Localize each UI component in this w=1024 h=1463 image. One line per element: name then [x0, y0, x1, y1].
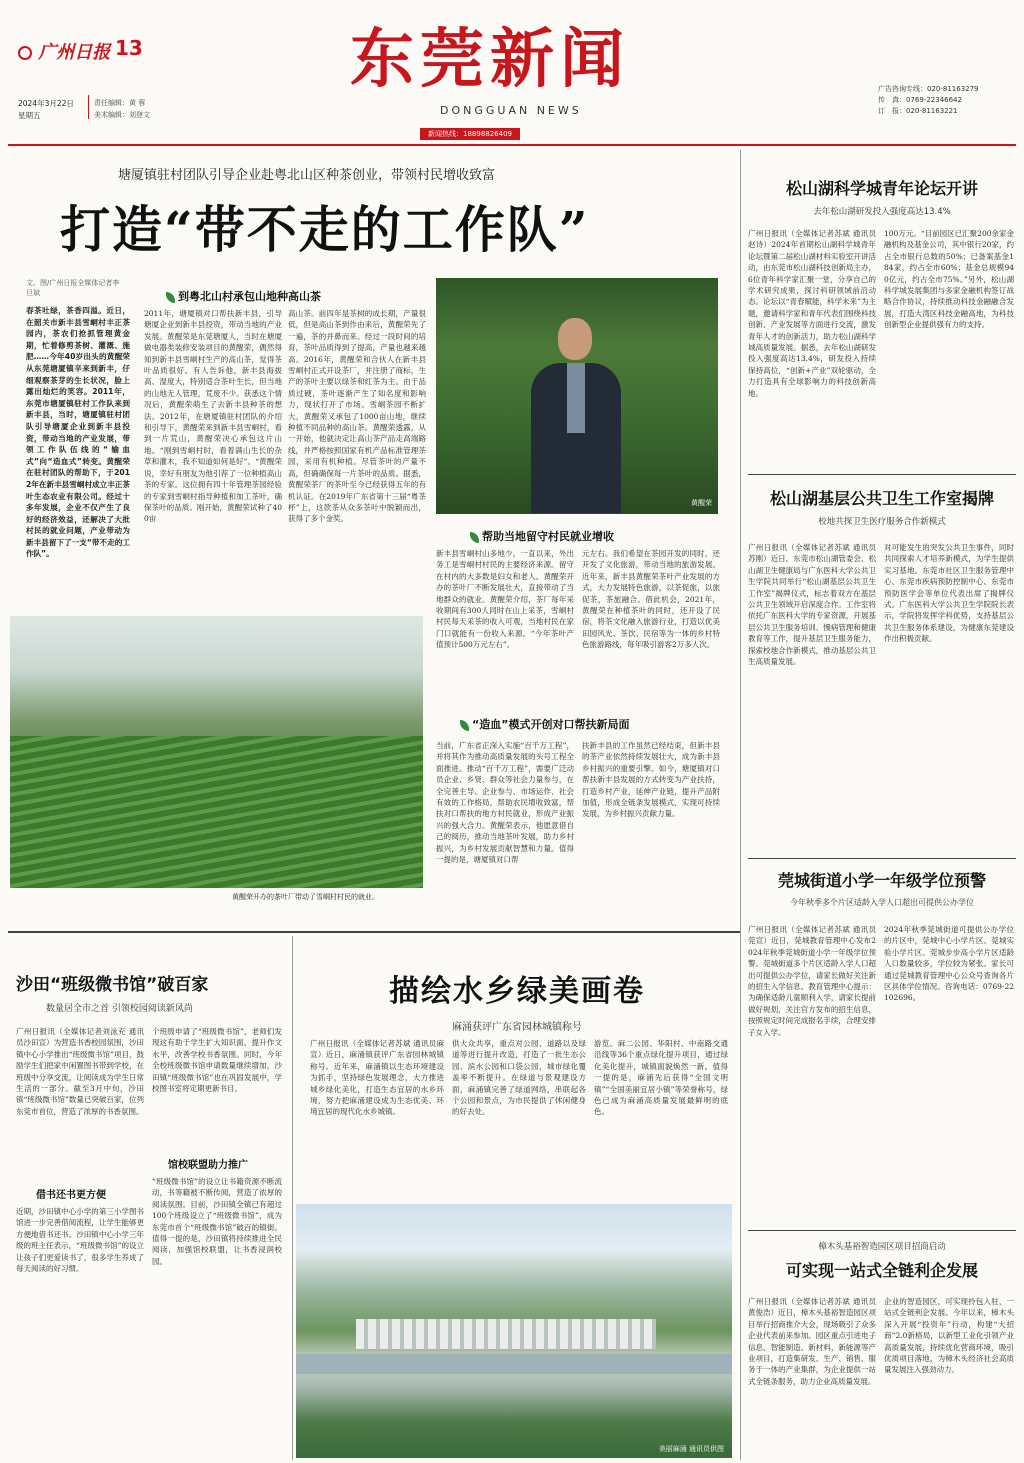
divider [748, 858, 1016, 859]
editor-credit: 责任编辑：黄 蓉 [94, 99, 146, 107]
divider [748, 1230, 1016, 1231]
feature-lead: 春茶吐绿，茶香四溢。近日，在韶关市新丰县雪峒村丰正茶园内，茶农们抢抓管理黄金期，忙着修剪茶树、灌溉、施肥……今年40岁出头的黄醒荣从东莞塘厦镇辛来到新丰，仔细观察茶芽的生长状况，脸上露出灿烂的笑容。2011年，东莞市塘厦镇驻村工作队来到新丰县，当时，塘厦镇驻村团队引导塘厦企业到新丰县投资，带动当地的产业发展，带领工作队伍线的“输血式”向“造血式”转变。黄醒荣在驻村团队的帮助下，于2012年在新丰县雪峒村成立丰正茶叶生态农业有限公司。经过十多年发展，企业不仅产生了良好的经济效益，还解决了大批村民的就业问题，产业带动为新丰县留下了一支“带不走的工作队”。 [26, 306, 130, 559]
feature-column-5: 当前，广东省正深入实施“百千万工程”，并将其作为推动高质量发展的头号工程全面推进。推动“百千万工程”，需要广泛动员企业、乡贤、群众等社会力量参与，在全完善主导、企业参与、市场运作、社会有效的工作格局，帮助农民增收致富，帮扶对口帮扶的地方村民就业，形成产业振兴的强大合力。黄醒荣表示，他愿意借自己的阅历，推动当地茶叶发展，助力乡村振兴，为乡村发展贡献智慧和力量。值得一提的是，塘厦镇对口帮 [436, 741, 574, 865]
side-body-2a: 广州日报讯（全媒体记者苏斌 通讯员苏刚）近日，东莞市松山湖管委会、松山湖卫生健康局与广东医科大学公共卫生学院共同举行“松山湖基层公共卫生工作室”揭牌仪式，标志着双方在基层公共卫生领域开启深度合作。工作室将依托广东医科大学的专家资源，开展基层公共卫生服务培训、慢病管理和健康教育等工作，提升基层卫生服务能力，探索校地合作新模式，推动基层公共卫生高质量发展。 [748, 543, 876, 667]
shatian-title: 沙田“班级微书馆”破百家 [16, 975, 209, 995]
section-title-en: DONGGUAN NEWS [440, 104, 582, 117]
tea-garden-caption: 黄醒荣开办的茶叶厂带动了雪峒村村民的就业。 [232, 893, 379, 901]
feature-column-6: 扶新丰县的工作虽然已经结束，但新丰县的茶产业依然持续发展壮大，成为新丰县乡村振兴的重要引擎。如今，塘厦镇对口帮扶新丰县发展的方式转变为产业扶持，打造乡村产业，延伸产业链，提升产品附加值，形成全链条发展模式，实现可持续发展，为乡村振兴贡献力量。 [582, 741, 720, 819]
leaf-icon [166, 292, 175, 303]
subhead-2: 帮助当地留守村民就业增收 [470, 528, 614, 544]
shatian-subhead-2: 借书还书更方便 [36, 1190, 106, 1201]
header-rule [8, 144, 1016, 146]
side-body-1a: 广州日报讯（全媒体记者苏斌 通讯员赵诗）2024年首期松山湖科学城青年论坛暨第二届松山湖材料实验室开讲活动，由东莞市松山湖科技创新局主办，6位青年科学家汇聚一堂，分享自己的学术研究成果，探讨科研领域前沿动态。论坛以“青春赋能，科学未来”为主题，邀请科学家和青年代表们围绕科技创新、产业发展等方面进行交流，激发青年人才的创新活力，助力松山湖科学城高质量发展。据悉，去年松山湖研发投入强度高达13.4%，研发投入持续保持高位，“创新+产业”双轮驱动，全力打造具有全球影响力的科技创新高地。 [748, 229, 876, 398]
side-body-2b: 对可能发生的突发公共卫生事件，同时共同探索人才培养新模式，为学生提供实习基地。东莞市社区卫生服务管理中心、东莞市疾病预防控制中心、东莞市预防医学会等单位代表出席了揭牌仪式。广东医科大学公共卫生学院院长表示，学院将发挥学科优势，支持基层公共卫生服务体系建设，为健康东莞建设作出积极贡献。 [884, 543, 1014, 644]
feature-column-1: 2011年，塘厦镇对口帮扶新丰县，引导塘厦企业到新丰县投资，带动当地的产业发展。黄醒荣是东莞塘厦人，当时在塘厦做电器类装修安装项目的黄醒荣，偶然得知到新丰县雪峒村生产的高山茶，觉得茶叶品质很好。有人告诉他，新丰县海拔高、湿度大，特别适合茶叶生长，但当地的山地无人管理，荒废不少。获悉这个情况后，黄醒荣萌生了去新丰县种茶的想法。2012年，在塘厦镇驻村团队的介绍和引导下，黄醒荣来到新丰县雪峒村，看到一片荒山，黄醒荣决心承包这片山地。“刚到雪峒村时，看着满山生长的杂草和灌木，我不知道如何是好”。“黄醒荣说，幸好有朋友为他引荐了一位种植高山茶的专家。这位拥有四十年管理茶园经验的专家到雪峒村指导种植和加工茶叶，确保茶叶的品质。刚开始，黄醒荣试种了400亩 [144, 309, 282, 524]
side-kicker-4: 樟木头基裕智造园区项目招商启动 [818, 1242, 946, 1252]
leaf-icon [460, 720, 469, 731]
side-sub-2: 校地共探卫生医疗服务合作新模式 [818, 517, 946, 527]
side-body-4a: 广州日报讯（全媒体记者苏斌 通讯员黄俊浩）近日，樟木头基裕智造园区项目举行招商推介大会，现场吸引了众多企业代表前来参加。园区重点引进电子信息、智能制造、新材料、新能源等产业项目，打造集研发、生产、销售、服务于一体的产业集群，为企业提供一站式全链条服务，助力企业高质量发展。 [748, 1297, 876, 1386]
side-body-3b: 2024年秋季莞城街道可提供公办学位的片区中，莞城中心小学片区、莞城实验小学片区、莞城步步高小学片区适龄人口数量较多，学位较为紧张。家长可通过莞城教育管理中心公众号查询各片区具体学位情况。咨询电话：0769-22102696。 [884, 925, 1014, 1003]
side-title-2: 松山湖基层公共卫生工作室揭牌 [769, 489, 994, 508]
logo-icon [18, 46, 32, 60]
side-title-4: 可实现一站式全链利企发展 [785, 1261, 978, 1280]
side-sub-3: 今年秋季多个片区适龄入学人口超出可提供公办学位 [790, 898, 974, 907]
shuixiang-sub: 麻涌获评广东省园林城镇称号 [452, 1022, 582, 1033]
side-title-1: 松山湖科学城青年论坛开讲 [785, 179, 978, 198]
feature-byline: 文、图/广州日报全媒体记者李旦斌 [26, 279, 120, 297]
divider [748, 474, 1016, 475]
feature-column-4: 元左右。我们希望在茶园开发的同时，还开发了文化旅游，带动当地的旅游发展。近年来，新丰县黄醒荣茶叶产业发展的方式，大力发展特色旅游，以茶促旅，以旅促茶，茶旅融合。借此机会，2021年，黄醒荣在种植茶叶的同时，还开设了民宿，将茶文化融入旅游行业，打造以优美田园风光、茶饮、民宿等为一体的乡村特色旅游路线，每年吸引游客2万多人次。 [582, 549, 720, 650]
main-feature [8, 150, 738, 930]
feature-headline: 打造“带不走的工作队” [60, 200, 590, 259]
side-article-1 [748, 176, 1016, 490]
subhead-1: 到粤北山村承包山地种高山茶 [166, 288, 321, 304]
page-number: 13 [115, 36, 143, 60]
side-body-1b: 100万元。“目前园区已汇聚200余家金融机构及基金公司，其中银行20家，约占全市银行总数的50%；已备案基金184家，约占全市60%；基金总规模940亿元，约占全市75%。”另外，松山湖科学城发展集团与多家金融机构签订战略合作协议，持续推动科技金融融合发展，打造大湾区科技金融高地，为科技创新型企业提供强有力的支持。 [884, 229, 1014, 330]
designer-credit: 美术编辑：刘登文 [94, 111, 150, 119]
masthead [0, 0, 1024, 150]
section-divider [8, 931, 740, 933]
town-aerial-photo [296, 1204, 732, 1458]
issue-date: 2024年3月22日 [18, 99, 74, 108]
contact-info: 广告咨询专线：020-81163279 传 真：0769-22346642 订 报：020-81163221 [878, 85, 979, 115]
subhead-3: “造血”模式开创对口帮扶新局面 [460, 716, 629, 732]
feature-column-3: 新丰县雪峒村山多地少，一直以来，外出务工是雪峒村村民的主要经济来源。留守在村内的大多数是妇女和老人。黄醒荣开办的茶叶厂不断发展壮大，直接带动了当地群众的就业。黄醒荣介绍，茶厂每年采收期间有300人同时在山上采茶，雪峒村村民每天采茶的收入可观，当地村民在家门口就能有一份收入来源。“今年茶叶产值预计500万元左右”。 [436, 549, 574, 650]
side-article-4 [748, 1240, 1016, 1460]
shatian-sub: 数量居全市之首 引领校园阅读新风尚 [46, 1004, 193, 1014]
side-article-2 [748, 486, 1016, 846]
shuixiang-body-2: 供大众共享，重点对公园、道路以及绿道等进行提升改造，打造了一批生态公园、滨水公园和口袋公园，城市绿化覆盖率不断提升。在绿道与景观建设方面，麻涌镇完善了绿道网络，串联起各个公园和景点，为市民提供了休闲健身的好去处。 [452, 1039, 586, 1117]
side-sub-1: 去年松山湖研发投入强度高达13.4% [813, 207, 951, 217]
tea-garden-photo [10, 616, 423, 888]
section-title: 东莞新闻 [350, 22, 630, 97]
shatian-article [8, 936, 286, 1458]
feature-kicker: 塘厦镇驻村团队引导企业赴粤北山区种茶创业，带领村民增收致富 [118, 168, 496, 183]
newspaper-logo: 广州日报 [18, 38, 110, 64]
shuixiang-title: 描绘水乡绿美画卷 [389, 974, 645, 1009]
shuixiang-article [296, 936, 738, 1458]
shatian-body-1: 广州日报讯（全媒体记者刘泳充 通讯员沙田宣）为营造书香校园氛围，沙田镇中心小学推出“班级微书馆”项目，鼓励学生们把家中闲置图书带到学校，在班级中分享交流，让阅读成为学生日常生活的一部分。截至3月中旬，沙田镇“班级微书馆”数量已突破百家，位列东莞市首位，营造了浓厚的书香氛围。 [16, 1027, 144, 1116]
shuixiang-body-3: 游览。麻二公园、华阳村、中南路交通沿线等36个重点绿化提升项目，通过绿化美化提升，城镇面貌焕然一新。值得一提的是，麻涌先后获得“全国文明镇”“全国美丽宜居小镇”等荣誉称号，绿色已成为麻涌高质量发展最鲜明的底色。 [594, 1039, 728, 1117]
portrait-caption: 黄醒荣 [691, 499, 712, 507]
shatian-body-4: “班级微书馆”的设立让书籍资源不断流动，书等籍被不断传阅，营造了浓厚的阅读氛围。目前，沙田镇全镇已有超过100个班级设立了“班级微书馆”，成为东莞市首个“班级微书馆”破百的镇街。值得一提的是，沙田镇将持续推进全民阅读，加强馆校联盟，让书香浸润校园。 [152, 1177, 282, 1266]
shatian-subhead-3: 馆校联盟助力推广 [168, 1160, 248, 1171]
feature-column-2: 高山茶。前四年是茶树的成长期，产量很低，但是高山茶到作由来后，黄醒荣先了一遍，茶的并鼻而来。经过一段时间的培育，茶叶品质得到了提高，产量也越来越高。2016年，黄醒荣和合伙人在新丰县雪峒村正式开设茶厂，并注册了商标，生产的茶叶主要以绿茶和红茶为主。由于品质过硬，茶叶逐渐产生了知名度和影响力，现状打开了市场。雪峒茶园不断扩大，黄醒荣又承包了1000亩山地，继续种植不同品种的高山茶。黄醒荣透露，从一开始，他就决定让高山茶产品走高端路线，并严格按照国家有机产品标准管理茶园，采用有机种植。尽管茶叶的产量不高，但确确保每一片茶叶的品质。据悉，黄醒荣茶厂的茶叶至今已经获得五年的有机认证。在2019年广东省第十三届“粤茶杯”上，这款茶从众多茶叶中脱颖而出，获得了多个金奖。 [288, 309, 426, 524]
shatian-body-2: 近期，沙田镇中心小学的第三小学图书馆进一步完善借阅流程，让学生能够更方便地借书还书。沙田镇中心小学三年级的班主任表示，“班级微书馆”的设立让孩子们更爱读书了，很多学生养成了每天阅读的好习惯。 [16, 1207, 144, 1274]
leaf-icon [470, 532, 479, 543]
news-hotline: 新闻热线：18898826409 [420, 128, 520, 140]
column-divider [740, 150, 741, 1460]
side-title-3: 莞城街道小学一年级学位预警 [777, 871, 986, 890]
issue-weekday: 星期五 [18, 111, 41, 120]
side-body-3a: 广州日报讯（全媒体记者苏斌 通讯员莞宣）近日，莞城教育管理中心发布2024年秋季莞城街道小学一年级学位预警。莞城街道多个片区适龄入学人口超出可提供公办学位，请家长做好关注新的招生入学信息。教育管理中心提示：为确保适龄儿童顺利入学，请家长提前做好规划，关注官方发布的招生信息，按照规定时间完成报名手续，合理安排子女入学。 [748, 925, 876, 1037]
portrait-photo [436, 278, 718, 514]
shatian-body-3: 个班级申请了“班级微书馆”，老师们发现这有助于学生扩大知识面，提升作文水平，改善学校书香氛围。同时，今年全校班级微书馆申请数量继续增加，沙田镇“班级微书馆”也在巩固发展中，学校图书室将定期更新书目。 [152, 1027, 282, 1094]
side-body-4b: 企业的智造园区，可实现拎包入驻，一站式全链利企发展。今年以来，樟木头深入开展“投资年”行动，构建“大招商”2.0新格局，以新型工业化引领产业高质量发展，持续优化营商环境，吸引优质项目落地，为樟木头经济社会高质量发展注入强劲动力。 [884, 1297, 1014, 1375]
column-divider [292, 936, 293, 1460]
divider [88, 95, 89, 119]
portrait-figure [531, 318, 621, 514]
town-photo-caption: 美丽麻涌 通讯员供图 [658, 1445, 724, 1453]
shuixiang-body-1: 广州日报讯（全媒体记者苏斌 通讯员麻宣）近日，麻涌镇获评广东省园林城镇称号。近年来，麻涌镇以生态环境建设为抓手，坚持绿色发展理念，大力推进城乡绿化美化，打造生态宜居的水乡环境，努力把麻涌建设成为生态优美、环境宜居的现代化水乡城镇。 [310, 1039, 444, 1117]
side-article-3 [748, 868, 1016, 1228]
